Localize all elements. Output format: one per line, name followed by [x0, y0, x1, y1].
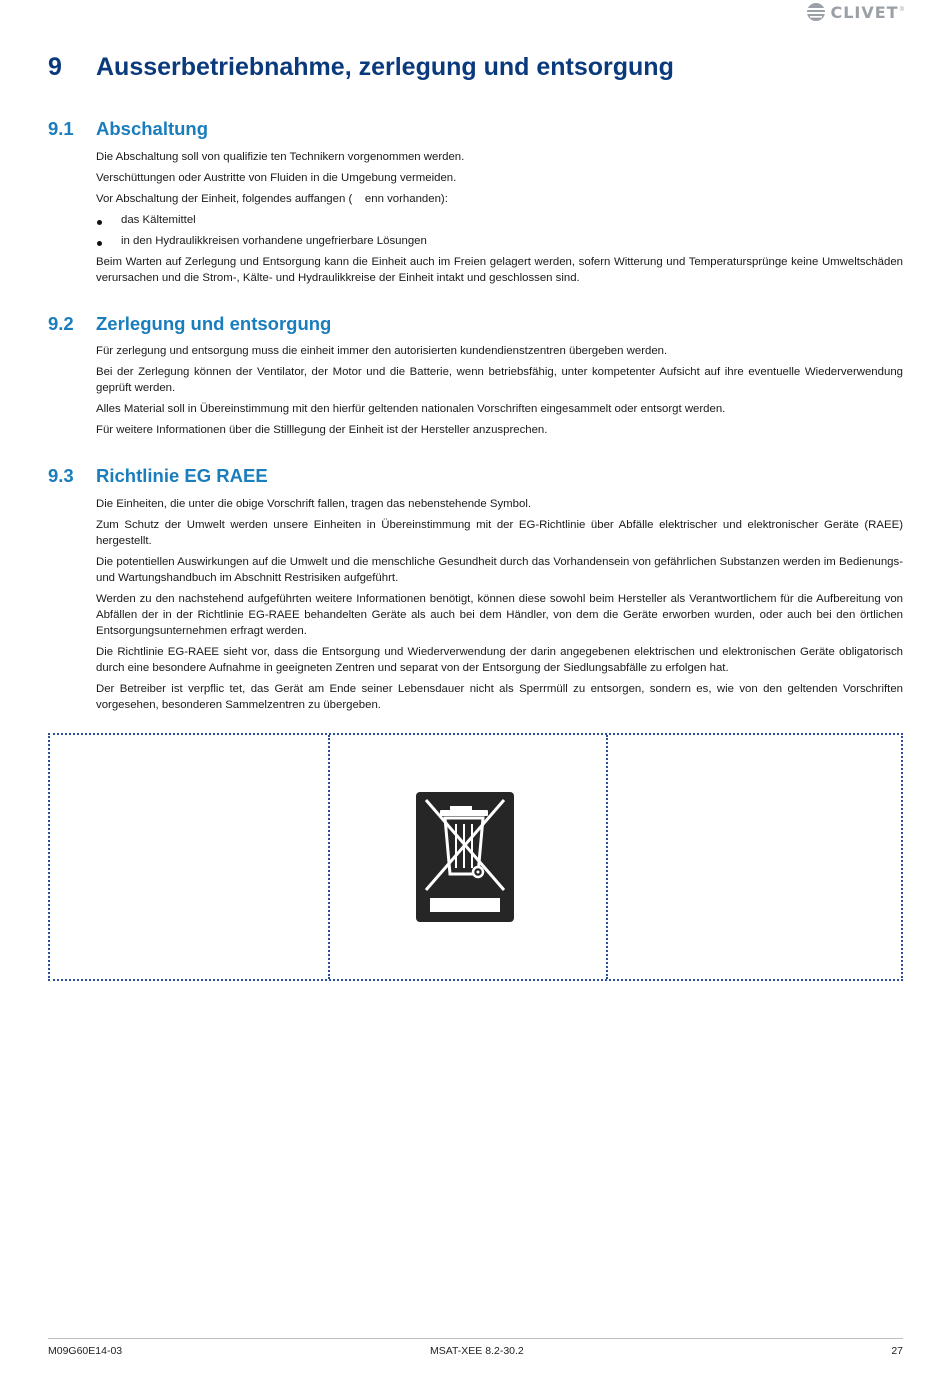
paragraph: Verschüttungen oder Austritte von Fluiden in die Umgebung vermeiden.: [96, 172, 457, 184]
chapter-title: Ausserbetriebnahme, zerlegung und entsorgung: [96, 53, 674, 81]
paragraph: Beim Warten auf Zerlegung und Entsorgung kann die Einheit auch im Freien gelagert werden, sofern Witterung und Temperatursprünge keine Umweltschäden verursachen und die Strom-, Kälte- und Hydraulikkreise der Einheit intakt und geschlossen sind.: [96, 256, 903, 284]
logo-trademark: ®: [899, 7, 904, 13]
paragraph: Die Abschaltung soll von qualifizie ten Technikern vorgenommen werden.: [96, 151, 465, 163]
bullet-list: [96, 212, 903, 249]
paragraph: Die potentiellen Auswirkungen auf die Umwelt und die menschliche Gesundheit durch das Vorhandensein von gefährlichen Substanzen werden im Bedienungs- und Wartungshandbuch im Abschnitt Restrisiken aufgeführt.: [96, 556, 903, 584]
section-number: 9.2: [48, 313, 74, 334]
clivet-logo-icon: [805, 2, 827, 22]
symbol-frame: [48, 733, 903, 981]
section-body-9-3: [96, 496, 903, 718]
paragraph: Werden zu den nachstehend aufgeführten weitere Informationen benötigt, können diese sowohl beim Hersteller als Verantwortlichem für die Aufbereitung von Abfällen der in der Richtlinie EG-RAEE behandelten Geräte als auch bei dem Händler, von dem die Geräte erworben wurden, oder auch bei den örtlichen Entsorgungsunternehmen erfragt werden.: [96, 593, 903, 637]
chapter-heading: [48, 53, 674, 82]
section-number: 9.3: [48, 465, 74, 486]
weee-crossed-bin-icon: [416, 792, 514, 922]
clivet-logo: [805, 2, 904, 22]
paragraph: Zum Schutz der Umwelt werden unsere Einheiten in Übereinstimmung mit der EG-Richtlinie über Abfälle elektrischer und elektronischer Geräte (RAEE) hergestellt.: [96, 519, 903, 547]
paragraph: Die Einheiten, die unter die obige Vorschrift fallen, tragen das nebenstehende Symbol.: [96, 498, 532, 510]
section-heading-9-2: [48, 313, 331, 335]
frame-divider: [328, 735, 330, 979]
section-title: Zerlegung und entsorgung: [96, 313, 332, 334]
paragraph: Der Betreiber ist verpflic tet, das Gerät am Ende seiner Lebensdauer nicht als Sperrmüll zu entsorgen, sondern es, wie von den geltenden Vorschriften vorgesehen, besonderen Sammelzentren zu übergeben.: [96, 683, 903, 711]
paragraph: Die Richtlinie EG-RAEE sieht vor, dass die Entsorgung und Wiederverwendung der darin angegebenen elektrischen und elektronischen Geräte obligatorisch durch eine besondere Aufnahme in geeigneten Zentren und separat von der Entsorgung der Siedlungsabfälle zu erfolgen hat.: [96, 646, 903, 674]
frame-divider: [606, 735, 608, 979]
paragraph: Für zerlegung und entsorgung muss die einheit immer den autorisierten kundendienstzentren übergeben werden.: [96, 345, 668, 357]
footer-page-number: 27: [891, 1345, 903, 1357]
list-item: das Kältemittel: [96, 212, 903, 228]
footer-doc-code: M09G60E14-03: [48, 1345, 123, 1357]
section-body-9-1: [96, 149, 903, 291]
footer-model: MSAT-XEE 8.2-30.2: [430, 1345, 524, 1357]
section-body-9-2: [96, 343, 903, 443]
paragraph: Für weitere Informationen über die Stilllegung der Einheit ist der Hersteller anzusprechen.: [96, 424, 548, 436]
paragraph: Bei der Zerlegung können der Ventilator, der Motor und die Batterie, wenn betriebsfähig, unter kompetenter Aufsicht auf ihre eventuelle Wiederverwendung geprüft werden.: [96, 366, 903, 394]
section-heading-9-3: [48, 465, 268, 487]
footer-rule: [48, 1338, 903, 1339]
logo-text: CLIVET: [830, 2, 899, 22]
section-title: Richtlinie EG RAEE: [96, 465, 268, 486]
paragraph: Vor Abschaltung der Einheit, folgendes auffangen ( enn vorhanden):: [96, 193, 448, 205]
section-title: Abschaltung: [96, 118, 209, 139]
section-heading-9-1: [48, 118, 208, 140]
paragraph: Alles Material soll in Übereinstimmung mit den hierfür geltenden nationalen Vorschriften eingesammelt oder entsorgt werden.: [96, 403, 726, 415]
list-item: in den Hydraulikkreisen vorhandene ungefrierbare Lösungen: [96, 233, 903, 249]
section-number: 9.1: [48, 118, 74, 139]
chapter-number: 9: [48, 53, 62, 81]
